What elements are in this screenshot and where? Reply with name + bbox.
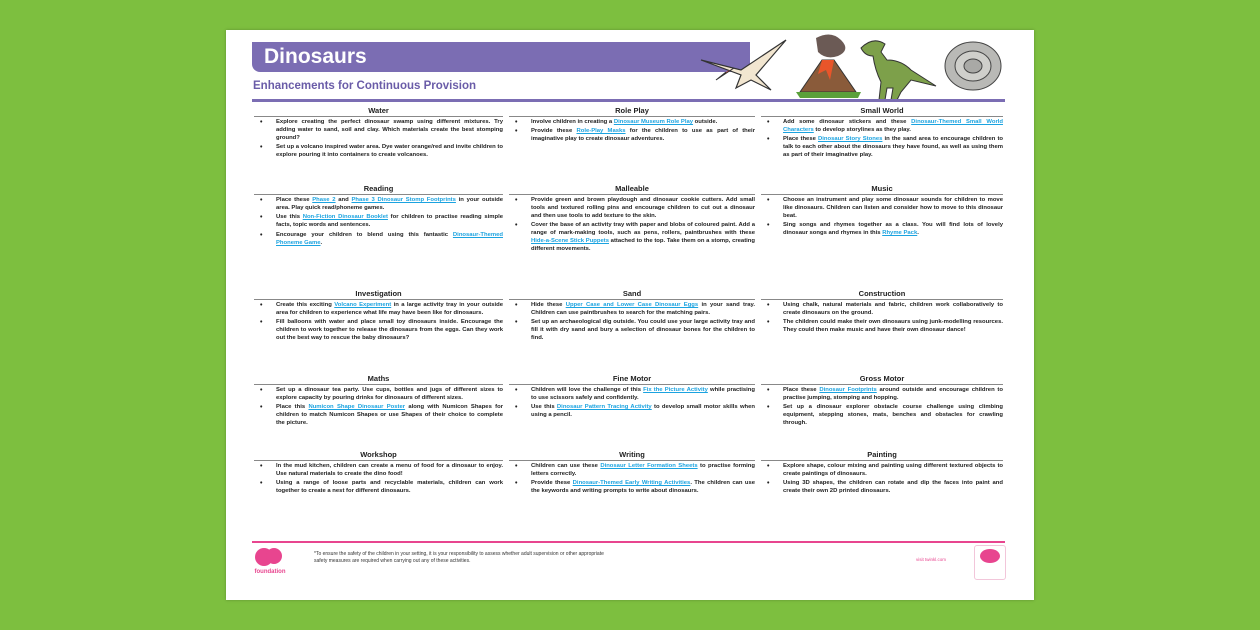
activity-text: Place this	[276, 404, 309, 411]
section-heading: Sand	[509, 288, 755, 300]
activity-text: to develop storylines as they play.	[813, 126, 911, 133]
activity-text: in your outside area. Play quick read/phoneme games.	[276, 197, 503, 211]
activity-text: Choose an instrument and play some dinosaur sounds for children to move like dinosaurs. Children can listen and consider how to move to this dinosaur beat.	[783, 197, 1003, 219]
provision-grid	[252, 105, 1005, 525]
activity-text: Explore shape, colour mixing and painting using different textured objects to create paintings of dinosaurs.	[783, 463, 1003, 477]
activity-item	[783, 197, 1003, 221]
resource-link[interactable]: Dinosaur Footprints	[819, 387, 877, 393]
page-title: Dinosaurs	[264, 45, 367, 68]
resource-link[interactable]: Non-Fiction Dinosaur Booklet	[302, 214, 388, 221]
resource-link[interactable]: Dinosaur Museum Role Play	[613, 119, 694, 125]
activity-text: Set up a volcano inspired water area. Dye water orange/red and invite children to explore pouring it into containers to create volcanoes.	[276, 144, 503, 159]
section-heading: Role Play	[509, 105, 755, 117]
twinkl-foundation-logo	[252, 546, 288, 576]
activity-item	[531, 119, 755, 127]
activity-list	[254, 119, 503, 160]
section-investigation	[252, 288, 505, 373]
activity-text: for children to practise reading simple facts, topic words and sentences.	[276, 214, 503, 229]
activity-text: .	[320, 239, 323, 246]
activity-item	[531, 302, 755, 318]
activity-text: outside.	[693, 119, 718, 125]
section-heading: Maths	[254, 373, 503, 385]
t-rex-illustration	[851, 30, 941, 102]
activity-item	[783, 480, 1003, 496]
section-heading: Writing	[509, 449, 755, 461]
section-heading: Workshop	[254, 449, 503, 461]
activity-text: Place these	[783, 136, 818, 143]
activity-text: . The children can use the keywords and writing prompts to write about dinosaurs.	[531, 480, 755, 495]
resource-link[interactable]: Hide-a-Scene Stick Puppets	[531, 238, 609, 245]
activity-list	[254, 463, 503, 496]
ammonite-fossil-illustration	[941, 30, 1006, 102]
activity-text: Create this exciting	[276, 302, 335, 308]
section-painting	[759, 449, 1005, 525]
activity-item	[783, 302, 1003, 318]
activity-text: Using 3D shapes, the children can rotate and dip the faces into paint and create their own 2D printed dinosaurs.	[783, 480, 1003, 495]
activity-item	[276, 144, 503, 160]
activity-item	[531, 404, 755, 420]
activity-text: Hide these	[531, 302, 566, 308]
activity-item	[783, 119, 1003, 135]
activity-text: Involve children in creating a	[531, 119, 614, 125]
activity-text: Children can use these	[531, 463, 601, 469]
activity-list	[761, 463, 1003, 496]
activity-item	[276, 404, 503, 428]
activity-item	[531, 197, 755, 221]
activity-item	[531, 463, 755, 479]
activity-text: Place these	[783, 387, 820, 393]
resource-link[interactable]: Fix the Picture Activity	[643, 387, 708, 393]
section-sand	[507, 288, 757, 373]
section-gross-motor	[759, 373, 1005, 449]
section-heading: Water	[254, 105, 503, 117]
activity-list	[509, 387, 755, 420]
activity-text: in the sand area to encourage children to talk to each other about the dinosaurs they have found, as well as using them as part of their imaginative play.	[783, 136, 1004, 159]
section-heading: Construction	[761, 288, 1003, 300]
activity-item	[276, 302, 503, 318]
activity-list	[761, 119, 1003, 160]
activity-text: to practise forming letters correctly.	[531, 463, 755, 477]
activity-text: Encourage your children to blend using this fantastic	[276, 231, 453, 238]
activity-text: to develop small motor skills when using a pencil.	[531, 404, 755, 419]
activity-text: along with Numicon Shapes for children to match Numicon Shapes or use Shapes of their choice to complete the picture.	[276, 404, 503, 427]
twinkl-badge-logo	[974, 545, 1006, 580]
page-subtitle: Enhancements for Continuous Provision	[253, 80, 476, 92]
activity-text: .	[917, 230, 919, 237]
activity-item	[531, 319, 755, 343]
activity-list	[254, 197, 503, 247]
activity-list	[254, 387, 503, 428]
resource-link[interactable]: Dinosaur Pattern Tracing Activity	[556, 404, 652, 411]
section-reading	[252, 183, 505, 288]
activity-text: Using chalk, natural materials and fabric, children work collaboratively to create dinosaurs on the ground.	[783, 302, 1003, 316]
activity-list	[254, 302, 503, 343]
section-maths	[252, 373, 505, 449]
resource-link[interactable]: Upper Case and Lower Case Dinosaur Eggs	[565, 302, 699, 308]
title-rule	[252, 99, 1005, 102]
resource-link[interactable]: Dinosaur-Themed Small World Characters	[783, 119, 1003, 133]
resource-link[interactable]: Rhyme Pack	[882, 230, 918, 237]
section-heading: Reading	[254, 183, 503, 195]
section-workshop	[252, 449, 505, 525]
section-small-world	[759, 105, 1005, 183]
activity-text: for the children to use as part of their imaginative play to create dinosaur adventures.	[531, 128, 755, 143]
activity-text: Provide these	[531, 480, 573, 487]
footer-divider	[252, 541, 1005, 543]
visit-twinkl-link[interactable]: visit twinkl.com	[916, 557, 947, 562]
section-heading: Investigation	[254, 288, 503, 300]
activity-list	[509, 463, 755, 496]
activity-text: Sing songs and rhymes together as a class. You will find lots of lovely dinosaur songs and rhymes in this	[783, 222, 1003, 237]
activity-text: while practising to use scissors safely and confidently.	[531, 387, 755, 401]
resource-link[interactable]: Dinosaur-Themed Phoneme Game	[276, 231, 503, 246]
activity-text: Use this	[276, 214, 303, 221]
section-heading: Malleable	[509, 183, 755, 195]
section-role-play	[507, 105, 757, 183]
activity-text: Place these	[276, 197, 313, 203]
activity-item	[276, 463, 503, 479]
activity-item	[531, 387, 755, 403]
resource-link[interactable]: Phase 3 Dinosaur Stomp Footprints	[351, 197, 456, 203]
activity-item	[276, 387, 503, 403]
resource-link[interactable]: Dinosaur-Themed Early Writing Activities	[572, 480, 691, 487]
activity-text: The children could make their own dinosaurs using junk-modelling resources. They could then make music and have their own dinosaur dance!	[783, 319, 1003, 334]
activity-item	[276, 119, 503, 143]
activity-item	[531, 222, 755, 254]
activity-list	[509, 197, 755, 254]
activity-text: Children will love the challenge of this	[531, 387, 644, 393]
section-fine-motor	[507, 373, 757, 449]
pterodactyl-illustration	[696, 30, 796, 102]
activity-list	[761, 302, 1003, 335]
section-music	[759, 183, 1005, 288]
section-heading: Small World	[761, 105, 1003, 117]
document-page	[226, 30, 1034, 600]
activity-text: Fill balloons with water and place small toy dinosaurs inside. Encourage the children to work together to release the dinosaurs from the eggs. Can they work out the best way to rescue the baby dinosaurs?	[276, 319, 503, 342]
section-malleable	[507, 183, 757, 288]
activity-text: In the mud kitchen, children can create a menu of food for a dinosaur to enjoy. Use natural materials to create the dino food!	[276, 463, 503, 477]
activity-list	[509, 119, 755, 144]
activity-item	[783, 387, 1003, 403]
activity-text: around outside and encourage children to practise jumping, stomping and hopping.	[783, 387, 1003, 401]
activity-list	[761, 197, 1003, 238]
activity-item	[276, 214, 503, 230]
activity-text: Set up an archaeological dig outside. You could use your large activity tray and fill it with dry sand and bury a selection of dinosaur bones for the children to find.	[531, 319, 755, 342]
resource-link[interactable]: Numicon Shape Dinosaur Poster	[308, 404, 406, 411]
activity-item	[531, 480, 755, 496]
activity-text: Using a range of loose parts and recyclable materials, children can work together to create a nest for different dinosaurs.	[276, 480, 503, 495]
resource-link[interactable]: Dinosaur Letter Formation Sheets	[600, 463, 698, 469]
activity-text: Set up a dinosaur tea party. Use cups, bottles and jugs of different sizes to explore capacity by pouring drinks for dinosaurs of different sizes.	[276, 387, 503, 401]
resource-link[interactable]: Volcano Experiment	[334, 302, 392, 308]
activity-text: Add some dinosaur stickers and these	[783, 119, 912, 125]
section-heading: Painting	[761, 449, 1003, 461]
section-heading: Music	[761, 183, 1003, 195]
resource-link[interactable]: Phase 2	[312, 197, 336, 203]
resource-link[interactable]: Dinosaur Story Stones	[818, 136, 883, 143]
resource-link[interactable]: Role-Play Masks	[576, 128, 626, 135]
activity-item	[276, 319, 503, 343]
section-heading: Fine Motor	[509, 373, 755, 385]
section-water	[252, 105, 505, 183]
activity-item	[276, 197, 503, 213]
activity-text: attached to the top. Take them on a stomp, creating different movements.	[531, 238, 755, 252]
activity-item	[531, 128, 755, 144]
safety-note: *To ensure the safety of the children in your setting, it is your responsibility to assess whether adult supervision or other appropriate safety measures are required when carrying out any of these activities.	[314, 551, 604, 564]
activity-text: Cover the base of an activity tray with paper and blobs of coloured paint. Add a range of mark-making tools, such as pens, rollers, paintbrushes with these	[531, 222, 755, 237]
activity-item	[783, 463, 1003, 479]
svg-text:foundation: foundation	[254, 569, 286, 575]
title-banner	[252, 42, 750, 72]
activity-text: Explore creating the perfect dinosaur swamp using different mixtures. Try adding water to sand, soil and clay. Which materials create the best stomping ground?	[276, 119, 503, 141]
activity-text: and	[335, 197, 352, 203]
section-heading: Gross Motor	[761, 373, 1003, 385]
activity-text: Set up a dinosaur explorer obstacle course challenge using climbing equipment, stepping stones, mats, benches and obstacles for crawling through.	[783, 404, 1003, 427]
section-construction	[759, 288, 1005, 373]
activity-item	[276, 480, 503, 496]
activity-text: Provide green and brown playdough and dinosaur cookie cutters. Add small tools and textured rolling pins and encourage children to cut out a dinosaur and then use tools to add texture to the skin.	[531, 197, 755, 219]
activity-item	[783, 222, 1003, 238]
activity-item	[783, 319, 1003, 335]
activity-text: Use this	[531, 404, 557, 411]
activity-text: in your sand tray. Children can use paintbrushes to search for the matching pairs.	[531, 302, 755, 316]
activity-list	[761, 387, 1003, 428]
activity-text: Provide these	[531, 128, 577, 135]
activity-item	[783, 404, 1003, 428]
section-writing	[507, 449, 757, 525]
activity-text: in a large activity tray in your outside area for children to experience what life may have been like for dinosaurs.	[276, 302, 503, 316]
activity-item	[276, 232, 503, 248]
activity-list	[509, 302, 755, 343]
activity-item	[783, 136, 1003, 160]
